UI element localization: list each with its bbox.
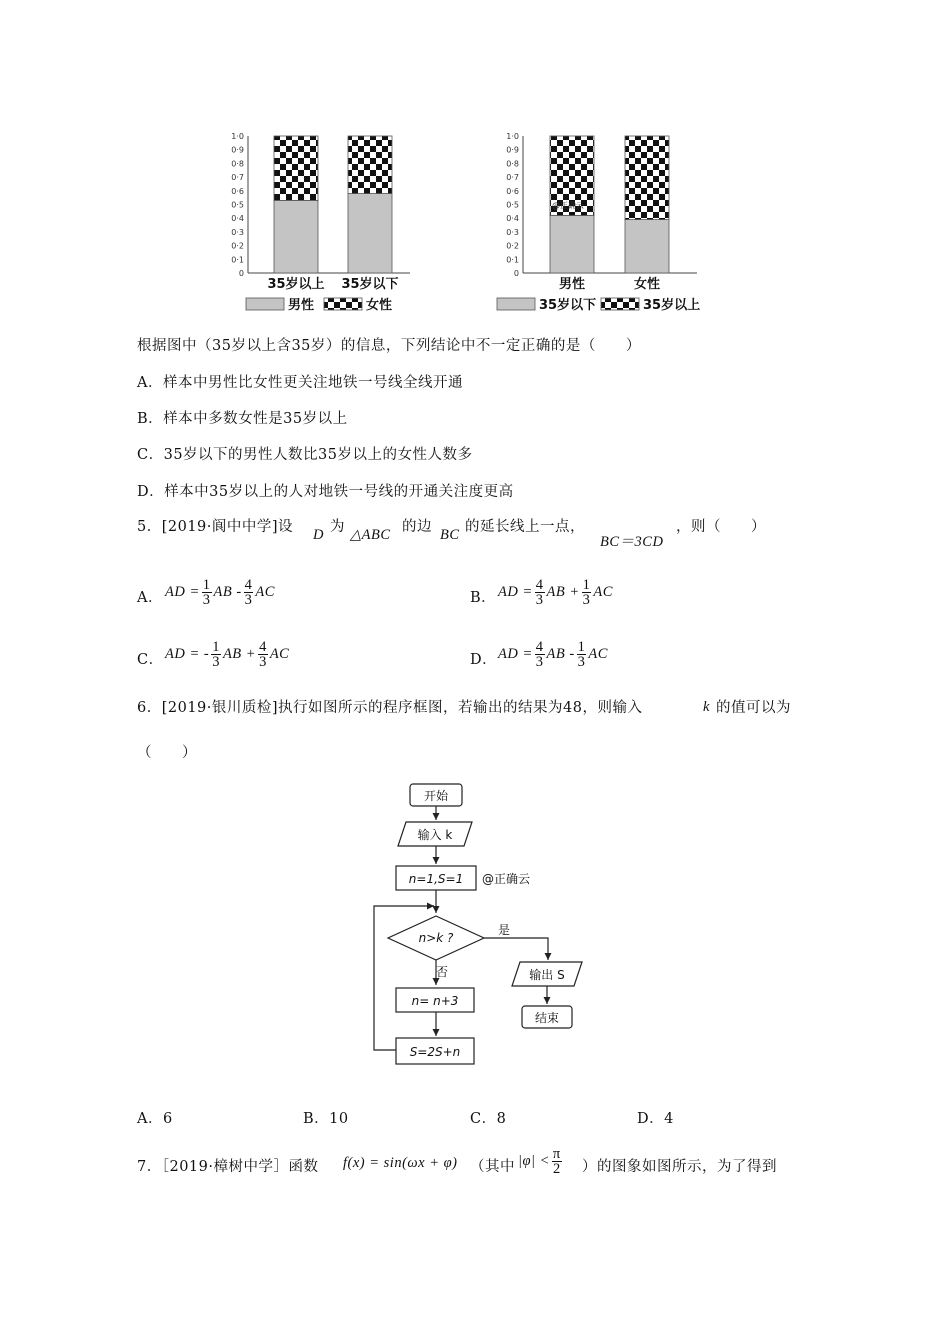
y-tick-label: 1·0 xyxy=(231,132,244,141)
q4-option-c: C．35岁以下的男性人数比35岁以上的女性人数多 xyxy=(137,447,473,463)
q7-paren-open: （其中 xyxy=(470,1159,515,1175)
legend-label: 女性 xyxy=(366,298,393,313)
y-tick-label: 0·7 xyxy=(506,173,519,183)
flow-step2-text: S=2S+n xyxy=(409,1045,461,1059)
q6-k: k xyxy=(703,699,710,715)
flowchart xyxy=(360,780,620,1070)
chart-age-gender-left xyxy=(220,128,420,323)
legend-swatch xyxy=(246,298,284,310)
q5-option-b-label: B． xyxy=(470,590,497,606)
y-tick-label: 0·2 xyxy=(506,241,519,251)
category-label: 男性 xyxy=(558,277,586,292)
flow-end-text: 结束 xyxy=(534,1011,560,1025)
q4-stem: 根据图中（35岁以上含35岁）的信息，下列结论中不一定正确的是（ ） xyxy=(137,338,641,354)
q7-stem-end: ）的图象如图所示，为了得到 xyxy=(582,1159,777,1175)
y-tick-label: 0·1 xyxy=(231,255,244,265)
q6-option-a: A．6 xyxy=(137,1111,173,1127)
q6-option-d: D．4 xyxy=(637,1111,674,1127)
y-tick-label: 0·5 xyxy=(506,200,519,210)
q5-option-b-formula: AD = $\frac{4}{3}$ AB + $\frac{1}{3}$ AC xyxy=(498,577,613,608)
q4-option-a: A．样本中男性比女性更关注地铁一号线全线开通 xyxy=(137,375,463,391)
legend-swatch xyxy=(497,298,535,310)
legend-label: 35岁以下 xyxy=(539,298,597,313)
y-tick-label: 0·7 xyxy=(231,173,244,183)
bar-segment xyxy=(625,136,669,220)
q5-option-c-label: C． xyxy=(137,652,164,668)
y-tick-label: 0·3 xyxy=(231,227,244,237)
q6-paren: （ ） xyxy=(137,745,197,761)
y-tick-label: 0 xyxy=(513,269,519,278)
flow-watermark: @正确云 xyxy=(482,872,531,886)
q5-option-d-label: D． xyxy=(470,652,498,668)
q5-option-c-formula: AD = - $\frac{1}{3}$ AB + $\frac{4}{3}$ AC xyxy=(165,639,290,670)
category-label: 35岁以上 xyxy=(267,277,325,292)
flow-step1-text: n= n+3 xyxy=(411,994,459,1008)
flow-output-text: 输出 S xyxy=(529,968,565,982)
category-label: 女性 xyxy=(633,277,661,292)
q5-option-a-label: A． xyxy=(137,590,163,606)
q5-ze: ，则（ ） xyxy=(676,519,766,535)
y-tick-label: 0 xyxy=(238,269,244,278)
y-tick-label: 0·9 xyxy=(506,145,519,155)
bar-segment xyxy=(348,136,392,194)
bar-segment xyxy=(274,200,318,273)
q5-triangle: △ABC xyxy=(350,527,391,543)
q5-wei: 为 xyxy=(330,519,345,535)
legend-label: 男性 xyxy=(288,298,315,313)
flow-init-text: n=1,S=1 xyxy=(408,872,464,886)
bar-segment xyxy=(274,136,318,200)
flow-no-label: 否 xyxy=(436,965,449,979)
y-tick-label: 0·9 xyxy=(231,145,244,155)
q5-condition: BC＝3CD xyxy=(600,534,664,550)
q6-stem-end: 的值可以为 xyxy=(716,700,791,716)
q5-point-d: D xyxy=(313,527,324,543)
q5-option-d-formula: AD = $\frac{4}{3}$ AB - $\frac{1}{3}$ AC xyxy=(498,639,608,670)
legend-swatch xyxy=(324,298,362,310)
q5-option-a-formula: AD = $\frac{1}{3}$ AB - $\frac{4}{3}$ AC xyxy=(165,577,275,608)
legend-label: 35岁以上 xyxy=(643,298,701,313)
q6-option-c: C．8 xyxy=(470,1111,507,1127)
q6-stem-start: 6．[2019·银川质检]执行如图所示的程序框图，若输出的结果为48，则输入 xyxy=(137,700,643,716)
legend-swatch xyxy=(601,298,639,310)
y-tick-label: 0·1 xyxy=(506,255,519,265)
flow-cond-text: n>k ? xyxy=(418,931,454,945)
y-tick-label: 0·5 xyxy=(231,200,244,210)
bar-segment xyxy=(550,215,594,273)
flow-yes-label: 是 xyxy=(498,923,511,937)
y-tick-label: 1·0 xyxy=(506,132,519,141)
q5-stem-start: 5．[2019·阆中中学]设 xyxy=(137,519,294,535)
q4-option-b: B．样本中多数女性是35岁以上 xyxy=(137,411,348,427)
bar-segment xyxy=(625,220,669,273)
y-tick-label: 0·6 xyxy=(506,186,519,196)
flow-input-text: 输入 k xyxy=(417,828,453,842)
q7-stem-start: 7．［2019·樟树中学］函数 xyxy=(137,1159,319,1175)
q7-condition: |φ| < $\frac{\pi}{2}$ xyxy=(518,1146,561,1177)
y-tick-label: 0·2 xyxy=(231,241,244,251)
bar-segment xyxy=(348,194,392,273)
q5-bc: BC xyxy=(440,527,460,543)
q6-option-b: B．10 xyxy=(303,1111,349,1127)
y-tick-label: 0·4 xyxy=(506,214,519,224)
q5-de-bian: 的边 xyxy=(402,519,432,535)
chart-watermark: @正确云 xyxy=(552,201,584,210)
y-tick-label: 0·8 xyxy=(506,159,519,169)
q7-function: f(x) = sin(ωx + φ) xyxy=(343,1155,458,1171)
flow-start-text: 开始 xyxy=(423,789,449,803)
q4-option-d: D．样本中35岁以上的人对地铁一号线的开通关注度更高 xyxy=(137,484,514,500)
y-tick-label: 0·3 xyxy=(506,227,519,237)
y-tick-label: 0·6 xyxy=(231,186,244,196)
category-label: 35岁以下 xyxy=(341,277,399,292)
y-tick-label: 0·8 xyxy=(231,159,244,169)
chart-gender-age-right xyxy=(497,128,727,323)
y-tick-label: 0·4 xyxy=(231,214,244,224)
q5-stem-rest: 的延长线上一点， xyxy=(465,519,585,535)
